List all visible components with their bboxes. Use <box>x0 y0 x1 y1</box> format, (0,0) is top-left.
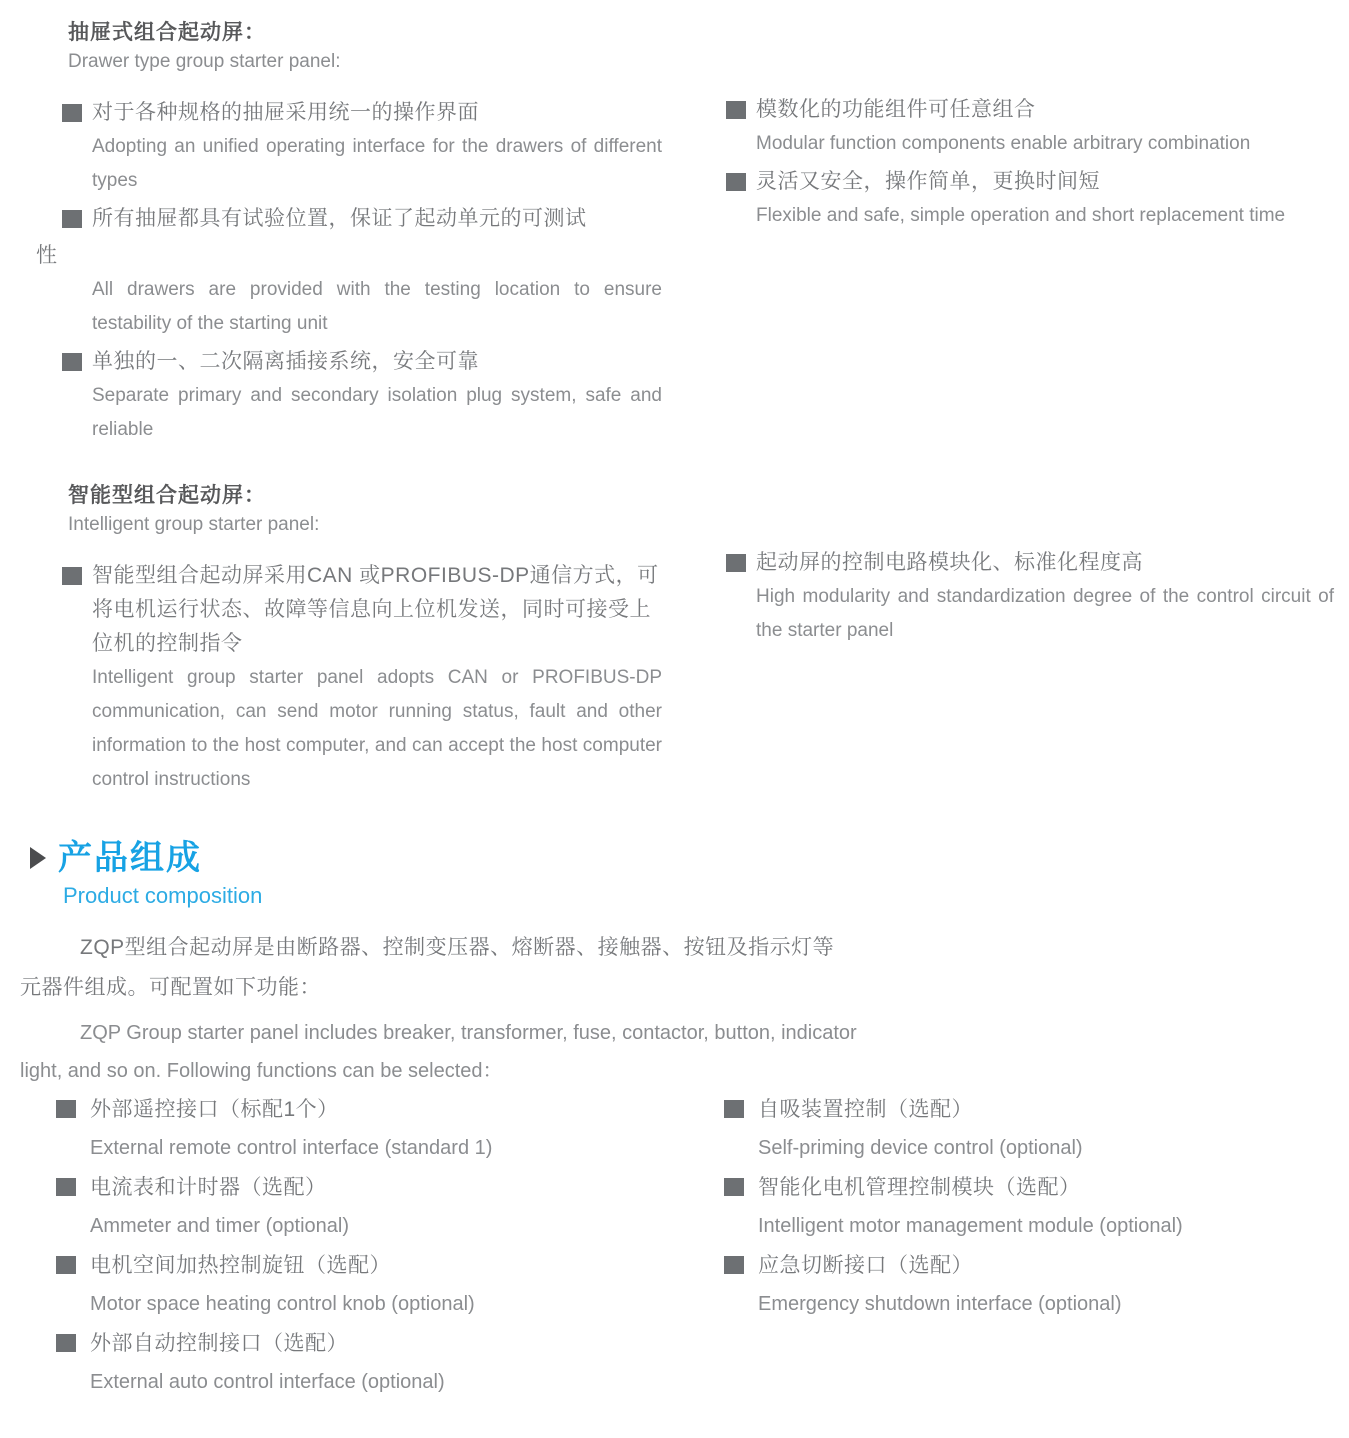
item-text-cn: 所有抽屉都具有试验位置，保证了起动单元的可测试 <box>92 207 587 230</box>
bullet-square-icon <box>56 1256 76 1274</box>
composition-title-block <box>30 838 262 910</box>
bullet-square-icon <box>726 554 746 572</box>
item-text-en: High modularity and standardization degree of the control circuit of the starter panel <box>756 586 1334 641</box>
item-text-cn: 外部自动控制接口（选配） <box>90 1332 348 1355</box>
paragraph-en-line: light, and so on. Following functions can be selected： <box>20 1060 503 1082</box>
item-text-cn: 单独的一、二次隔离插接系统，安全可靠 <box>92 350 479 373</box>
list-item <box>62 559 662 797</box>
bullet-square-icon <box>724 1256 744 1274</box>
intelligent-section-left-column <box>62 483 662 801</box>
item-text-cn: 智能化电机管理控制模块（选配） <box>758 1176 1081 1199</box>
item-text-en: Intelligent motor management module (optional) <box>758 1215 1183 1237</box>
bullet-square-icon <box>724 1100 744 1118</box>
drawer-section-title-cn: 抽屉式组合起动屏： <box>68 21 266 44</box>
item-text-cn: 智能型组合起动屏采用CAN 或PROFIBUS-DP通信方式，可将电机运行状态、故障等信息向上位机发送，同时可接受上位机的控制指令 <box>92 564 659 655</box>
item-text-en: All drawers are provided with the testing location to ensure testability of the starting unit <box>92 279 662 334</box>
bullet-square-icon <box>62 104 82 122</box>
item-text-cn: 模数化的功能组件可任意组合 <box>756 98 1036 121</box>
intelligent-section-right-column <box>726 546 1334 652</box>
wrapped-character: 性 <box>36 244 58 267</box>
item-text-en: Emergency shutdown interface (optional) <box>758 1293 1122 1315</box>
bullet-square-icon <box>62 210 82 228</box>
list-item <box>56 1324 686 1402</box>
item-text-cn: 自吸装置控制（选配） <box>758 1098 973 1121</box>
paragraph-en-line: ZQP Group starter panel includes breaker, transformer, fuse, contactor, button, indicator <box>80 1022 857 1044</box>
item-text-en: External auto control interface (optional) <box>90 1371 445 1393</box>
item-text-cn: 起动屏的控制电路模块化、标准化程度高 <box>756 551 1143 574</box>
item-text-cn: 外部遥控接口（标配1个） <box>90 1098 339 1121</box>
intelligent-section-title-cn: 智能型组合起动屏： <box>68 484 266 507</box>
bullet-square-icon <box>62 353 82 371</box>
item-text-en: Self-priming device control (optional) <box>758 1137 1083 1159</box>
composition-paragraph <box>20 928 950 1090</box>
item-text-en: Separate primary and secondary isolation plug system, safe and reliable <box>92 385 662 440</box>
list-item <box>56 1090 686 1168</box>
item-text-en: Modular function components enable arbitrary combination <box>756 133 1251 154</box>
item-text-en: Flexible and safe, simple operation and short replacement time <box>756 205 1286 226</box>
list-item <box>724 1090 1349 1168</box>
drawer-section-left-column <box>36 20 662 451</box>
item-text-cn: 应急切断接口（选配） <box>758 1254 973 1277</box>
bullet-square-icon <box>726 173 746 191</box>
item-text-en: Ammeter and timer (optional) <box>90 1215 349 1237</box>
list-item <box>724 1168 1349 1246</box>
list-item <box>62 345 662 447</box>
drawer-section-right-column <box>726 93 1334 237</box>
list-item <box>726 165 1334 233</box>
section-arrow-icon <box>30 847 46 869</box>
bullet-square-icon <box>724 1178 744 1196</box>
item-text-en: Adopting an unified operating interface for the drawers of different types <box>92 136 662 191</box>
item-text-en: External remote control interface (standard 1) <box>90 1137 493 1159</box>
list-item <box>56 1168 686 1246</box>
list-item <box>56 1246 686 1324</box>
composition-left-column <box>56 1090 686 1402</box>
paragraph-cn-line: 元器件组成。可配置如下功能： <box>20 976 321 999</box>
drawer-section-title-en: Drawer type group starter panel: <box>68 51 341 72</box>
item-text-cn: 电机空间加热控制旋钮（选配） <box>90 1254 391 1277</box>
list-item <box>726 546 1334 648</box>
item-text-cn: 电流表和计时器（选配） <box>90 1176 327 1199</box>
list-item <box>36 202 662 341</box>
list-item <box>62 96 662 198</box>
intelligent-section-title-en: Intelligent group starter panel: <box>68 514 320 535</box>
list-item <box>726 93 1334 161</box>
bullet-square-icon <box>726 101 746 119</box>
item-text-en: Motor space heating control knob (optional) <box>90 1293 475 1315</box>
list-item <box>724 1246 1349 1324</box>
bullet-square-icon <box>56 1334 76 1352</box>
composition-right-column <box>724 1090 1349 1324</box>
item-text-cn: 灵活又安全，操作简单，更换时间短 <box>756 170 1100 193</box>
paragraph-cn-line: ZQP型组合起动屏是由断路器、控制变压器、熔断器、接触器、按钮及指示灯等 <box>80 936 835 959</box>
bullet-square-icon <box>56 1178 76 1196</box>
bullet-square-icon <box>56 1100 76 1118</box>
composition-title-cn: 产品组成 <box>58 839 202 877</box>
composition-title-en: Product composition <box>63 883 263 908</box>
item-text-cn: 对于各种规格的抽屉采用统一的操作界面 <box>92 101 479 124</box>
item-text-en: Intelligent group starter panel adopts CAN or PROFIBUS-DP communication, can send motor running status, fault and other information to the host computer, and can accept the host computer control instructions <box>92 667 662 790</box>
bullet-square-icon <box>62 567 82 585</box>
